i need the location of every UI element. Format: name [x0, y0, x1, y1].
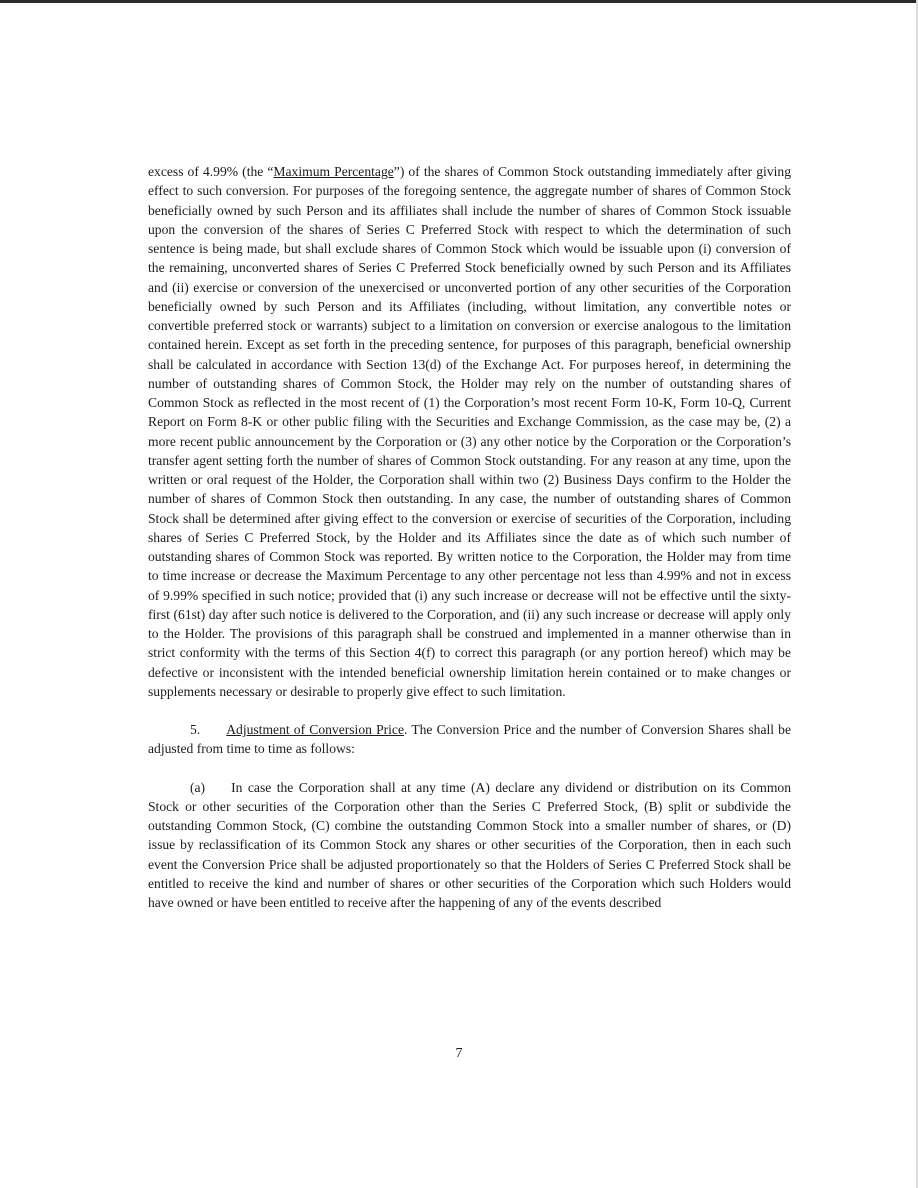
section-5-number: 5. — [190, 722, 201, 737]
section-5-paragraph — [148, 720, 791, 759]
section-5-text: The Conversion Price and the number of Conversion Shares shall be adjusted from time to time as follows: — [148, 722, 791, 757]
paragraph-spacer — [148, 701, 791, 720]
defined-term-maximum-percentage: Maximum Percentage — [273, 164, 394, 179]
section-5-heading-period: . — [404, 722, 408, 737]
paragraph-text-start: excess of 4.99% (the “ — [148, 164, 274, 179]
paragraph-text-rest: ”) of the shares of Common Stock outstanding immediately after giving effect to such conversion. For purposes of the foregoing sentence, the aggregate number of shares of Common Stock beneficially owned by such Person and its affiliates shall include the number of shares of Common Stock issuable upon the conversion of the shares of Series C Preferred Stock with respect to which the determination of such sentence is being made, but shall exclude shares of Common Stock which would be issuable upon (i) conversion of the remaining, unconverted shares of Series C Preferred Stock beneficially owned by such Person and its Affiliates and (ii) exercise or conversion of the unexercised or unconverted portion of any other securities of the Corporation beneficially owned by such Person and its Affiliates (including, without limitation, any convertible notes or convertible preferred stock or warrants) subject to a limitation on conversion or exercise analogous to the limitation contained herein. Except as set forth in the preceding sentence, for purposes of this paragraph, beneficial ownership shall be calculated in accordance with Section 13(d) of the Exchange Act. For purposes hereof, in determining the number of outstanding shares of Common Stock, the Holder may rely on the number of outstanding shares of Common Stock as reflected in the most recent of (1) the Corporation’s most recent Form 10-K, Form 10-Q, Current Report on Form 8-K or other public filing with the Securities and Exchange Commission, as the case may be, (2) a more recent public announcement by the Corporation or (3) any other notice by the Corporation or the Corporation’s transfer agent setting forth the number of shares of Common Stock outstanding. For any reason at any time, upon the written or oral request of the Holder, the Corporation shall within two (2) Business Days confirm to the Holder the number of shares of Common Stock then outstanding. In any case, the number of outstanding shares of Common Stock shall be determined after giving effect to the conversion or exercise of securities of the Corporation, including shares of Series C Preferred Stock, by the Holder and its Affiliates since the date as of which such number of outstanding shares of Common Stock was reported. By written notice to the Corporation, the Holder may from time to time increase or decrease the Maximum Percentage to any other percentage not less than 4.99% and not in excess of 9.99% specified in such notice; provided that (i) any such increase or decrease will not be effective until the sixty-first (61st) day after such notice is delivered to the Corporation, and (ii) any such increase or decrease will apply only to the Holder. The provisions of this paragraph shall be construed and implemented in a manner otherwise than in strict conformity with the terms of this Section 4(f) to correct this paragraph (or any portion hereof) which may be defective or inconsistent with the intended beneficial ownership limitation herein contained or to make changes or supplements necessary or desirable to properly give effect to such limitation. — [148, 164, 791, 699]
paragraph-spacer — [148, 759, 791, 778]
subsection-a-paragraph — [148, 778, 791, 913]
page-number: 7 — [455, 1046, 463, 1061]
subsection-a-label: (a) — [190, 779, 206, 795]
subsection-a-text: In case the Corporation shall at any time (A) declare any dividend or distribution on its Common Stock or other securities of the Corporation other than the Series C Preferred Stock, (B) split or subdivide the outstanding Common Stock, (C) combine the outstanding Common Stock into a smaller number of shares, or (D) issue by reclassification of its Common Stock any shares or other securities of the Corporation, then in each such event the Conversion Price shall be adjusted proportionately so that the Holders of Series C Preferred Stock shall be entitled to receive the kind and number of shares or other securities of the Corporation which such Holders would have owned or have been entitled to receive after the happening of any of the events described — [148, 779, 791, 910]
section-5-heading: Adjustment of Conversion Price — [226, 722, 405, 737]
continuation-paragraph — [148, 162, 791, 701]
document-body — [148, 162, 791, 912]
scan-top-edge — [0, 0, 918, 3]
